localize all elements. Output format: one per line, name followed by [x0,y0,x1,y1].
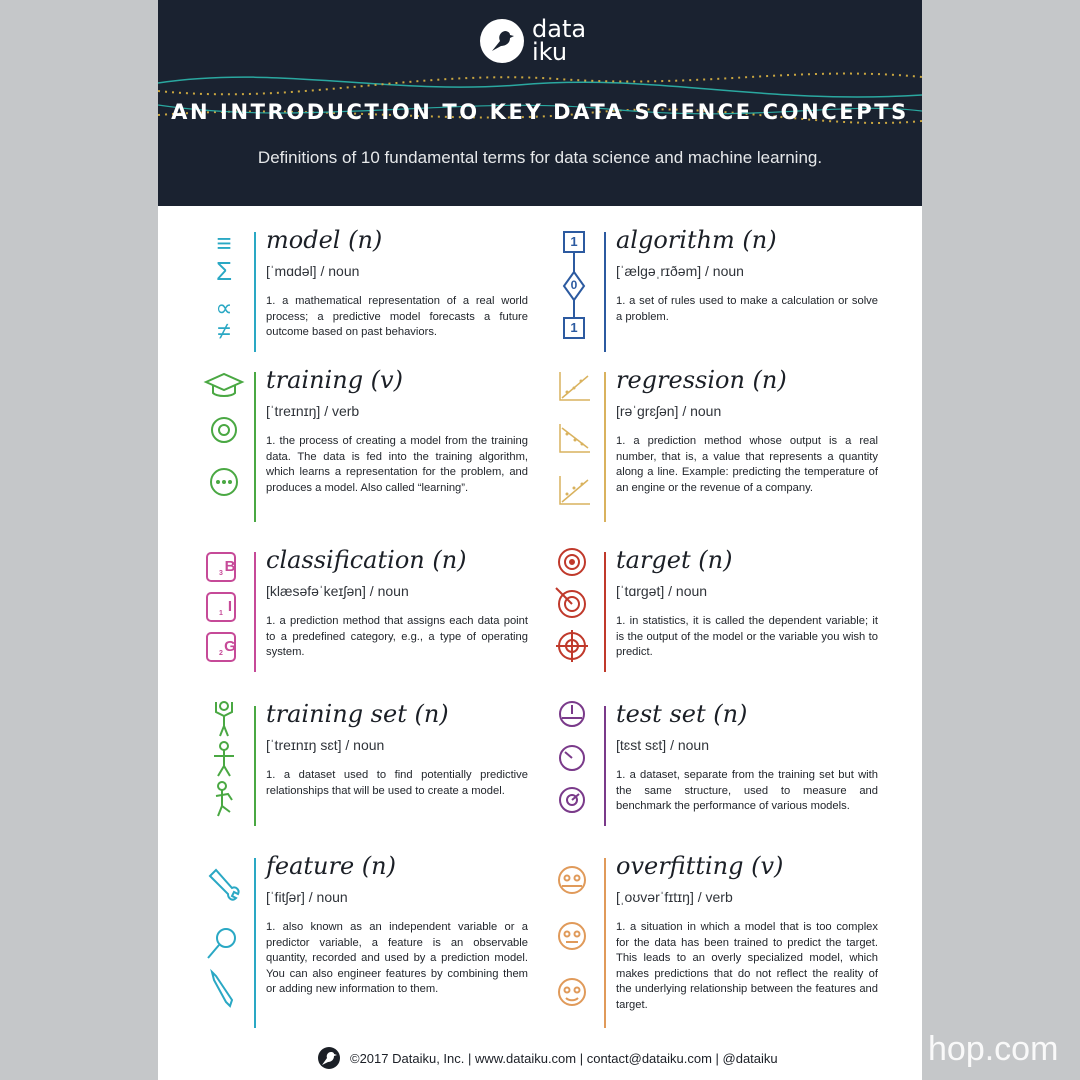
tools-icon-set [202,852,246,1022]
footer [318,1047,778,1069]
term-pronunciation: [klæsəfəˈkeɪʃən] / noun [266,583,409,599]
element-g-icon [206,632,236,662]
target-icons [552,546,602,671]
element-b-letter: B [224,558,236,575]
entry-feature [202,852,532,1032]
term-title: training (v) [266,366,403,394]
training-set-divider [254,706,256,826]
training-icon-set [202,366,246,506]
magnifier-icon [217,929,235,947]
algorithm-divider [604,232,606,352]
three-monkeys-icon-set [552,852,596,1022]
header-banner [158,0,922,206]
term-title: test set (n) [616,700,748,728]
term-definition: 1. a dataset used to find potentially predictive relationships that will be used to create a model. [266,769,528,797]
footer-bird-icon [318,1047,340,1069]
term-pronunciation: [ˈælgəˌrɪðəm] / noun [616,263,744,279]
flowchart-decision-0: 0 [570,278,578,292]
term-definition: 1. a mathematical representation of a real world process; a predictive model forecasts a future outcome based on past behaviors. [266,295,528,338]
overfitting-icons [552,852,602,1027]
element-g-letter: G [224,638,236,655]
wrench-icon [210,870,239,900]
ellipsis-circle-icon [211,469,237,495]
screwdriver-icon [212,972,232,1006]
term-title: classification (n) [266,546,467,574]
graduation-cap-icon [206,374,242,396]
element-i-icon [206,592,236,622]
feature-divider [254,858,256,1028]
entry-classification [202,546,532,676]
term-title: overfitting (v) [616,852,784,880]
entry-training [202,366,532,526]
element-b-icon [206,552,236,582]
feature-icons [202,852,252,1027]
head-gear-icon [212,418,236,442]
regression-icons [552,366,602,521]
equivalence-icon: ≡ [216,228,232,258]
scatter-plot-icon-set [552,366,596,516]
term-definition: 1. a situation in which a model that is too complex for the data has been trained to predict the target. This leads to an overly specialized model, which makes predictions that do not reflect the reality of the underlying relationship between the features and target. [616,921,878,1011]
logo-text-line2: iku [532,38,568,66]
term-pronunciation: [rəˈgrɛʃən] / noun [616,403,722,419]
element-i-letter: I [227,598,233,615]
cheat-sheet-page [158,0,922,1080]
dataiku-logo [480,15,587,66]
regression-divider [604,372,606,522]
term-definition: 1. in statistics, it is called the dependent variable; it is the output of the model or the variable you wish to predict. [616,615,878,658]
term-title: target (n) [616,546,733,574]
bullseye-icon [559,549,585,575]
exercise-figures-icon-set [202,700,246,820]
model-divider [254,232,256,352]
term-definition: 1. a prediction method that assigns each data point to a predefined category, e.g., a type of operating system. [266,615,528,658]
sigma-icon: Σ [215,256,233,286]
term-title: model (n) [266,226,383,254]
test-set-divider [604,706,606,826]
logo-text-line1: data [532,15,587,43]
crosshair-icon [556,630,588,662]
term-definition: 1. a set of rules used to make a calculation or solve a problem. [616,295,878,323]
entry-target [552,546,882,676]
term-title: training set (n) [266,700,449,728]
term-pronunciation: [ˈtreɪnɪŋ] / verb [266,403,360,419]
term-definition: 1. also known as an independent variable or a predictor variable, a feature is an observable quantity, recorded and used by a prediction model. You can also engineer features by combining them or adding new information to them. [266,921,528,995]
term-title: feature (n) [266,852,396,880]
training-set-icons [202,700,252,825]
watermark-text: hop.com [928,1030,1059,1068]
entry-training-set [202,700,532,830]
target-icon-set [552,546,596,666]
element-i-sub: 1 [219,610,223,617]
flowchart-step-1: 1 [570,234,578,249]
term-pronunciation: [ˈfitʃər] / noun [266,889,348,905]
term-pronunciation: [ˌoʊvərˈfɪtɪŋ] / verb [616,889,733,905]
footer-credits: ©2017 Dataiku, Inc. | www.dataiku.com | contact@dataiku.com | @dataiku [350,1050,778,1066]
bird-logo-icon [480,19,524,63]
term-pronunciation: [tɛst sɛt] / noun [616,737,709,753]
target-divider [604,552,606,672]
classification-divider [254,552,256,672]
term-definition: 1. the process of creating a model from the training data. The data is fed into the training algorithm, which learns a representation for the problem, and produces a model. Also called “learning”. [266,435,528,494]
term-title: algorithm (n) [616,226,777,254]
entry-test-set [552,700,882,830]
page-subtitle: Definitions of 10 fundamental terms for data science and machine learning. [257,148,823,167]
term-pronunciation: [ˈtreɪnɪŋ sɛt] / noun [266,737,385,753]
term-title: regression (n) [616,366,787,394]
term-pronunciation: [ˈmɑdəl] / noun [266,263,360,279]
gauge-icon-set [552,700,596,820]
entry-model [202,226,532,356]
flowchart-step-2: 1 [570,320,578,335]
algorithm-icons [552,226,602,351]
term-pronunciation: [ˈtɑrgət] / noun [616,583,708,599]
entry-regression [552,366,882,526]
overfitting-divider [604,858,606,1028]
training-icons [202,366,252,511]
term-definition: 1. a dataset, separate from the training set but with the same structure, used to measure and benchmark the performance of various models. [616,769,878,812]
test-set-icons [552,700,602,825]
element-b-sub: 3 [219,570,223,577]
page-title: AN INTRODUCTION TO KEY DATA SCIENCE CONCEPTS [171,100,909,124]
entry-overfitting [552,852,882,1032]
not-equal-icon: ≠ [217,318,231,345]
term-definition: 1. a prediction method whose output is a real number, that is, a value that represents a quantity along a line. Example: predicting the temperature of an engine or the revenue of a company. [616,435,878,494]
training-divider [254,372,256,522]
proportional-icon: ∝ [215,295,233,322]
arrow-target-icon [556,588,585,617]
element-g-sub: 2 [219,650,223,657]
entry-algorithm [552,226,882,356]
